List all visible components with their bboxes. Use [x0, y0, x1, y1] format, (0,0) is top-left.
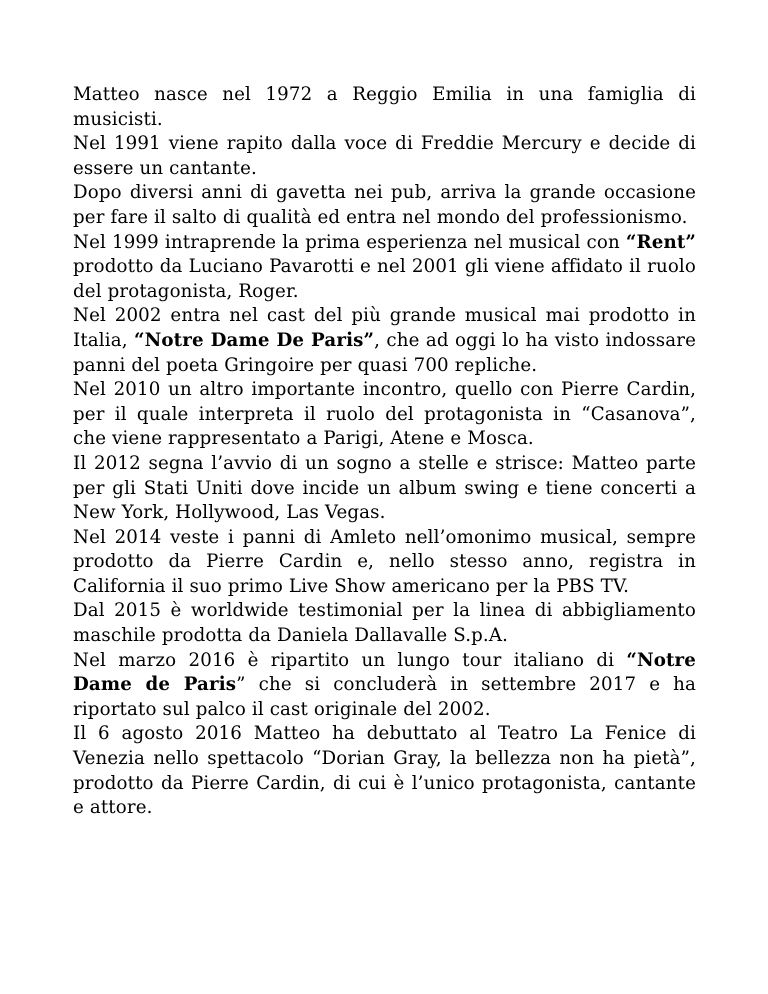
paragraph-testimonial: Dal 2015 è worldwide testimonial per la linea di abbigliamento maschile prodotta da Daniela Dallavalle S.p.A.	[73, 600, 696, 647]
paragraph-notre-dame-2002-text-a: Nel 2002 entra nel cast del più grande musical mai prodotto in Italia,	[73, 305, 696, 351]
paragraph-tour-2016-text-a: Nel marzo 2016 è ripartito un lungo tour italiano di	[73, 649, 627, 671]
rent-title: “Rent”	[625, 231, 696, 253]
paragraph-amleto: Nel 2014 veste i panni di Amleto nell’omonimo musical, sempre prodotto da Pierre Cardin e, nello stesso anno, registra in California il suo primo Live Show americano per la PBS TV.	[73, 526, 696, 597]
notre-dame-tour-title: “Notre Dame de Paris	[73, 649, 696, 696]
notre-dame-title: “Notre Dame De Paris”	[134, 329, 375, 351]
paragraph-casanova: Nel 2010 un altro importante incontro, quello con Pierre Cardin, per il quale interpreta il ruolo del protagonista in “Casanova”, che viene rappresentato a Parigi, Atene e Mosca.	[73, 379, 696, 450]
paragraph-notre-dame-2002-text-c: , che ad oggi lo ha visto indossare panni del poeta Gringoire per quasi 700 repliche.	[73, 329, 696, 376]
paragraph-usa: Il 2012 segna l’avvio di un sogno a stelle e strisce: Matteo parte per gli Stati Uniti dove incide un album swing e tiene concerti a New York, Hollywood, Las Vegas.	[73, 452, 696, 524]
paragraph-rent-text-c: prodotto da Luciano Pavarotti e nel 2001 gli viene affidato il ruolo del protagonista, Roger.	[73, 256, 696, 302]
paragraph-dorian-gray: Il 6 agosto 2016 Matteo ha debuttato al Teatro La Fenice di Venezia nello spettacolo “Dorian Gray, la bellezza non ha pietà”, prodotto da Pierre Cardin, di cui è l’unico protagonista, cantante e attore.	[73, 723, 696, 819]
document-body	[73, 83, 696, 821]
paragraph-career-start: Dopo diversi anni di gavetta nei pub, arriva la grande occasione per fare il salto di qualità ed entra nel mondo del professionismo.	[73, 182, 696, 228]
paragraph-1991: Nel 1991 viene rapito dalla voce di Freddie Mercury e decide di essere un cantante.	[73, 133, 696, 179]
paragraph-tour-2016	[73, 649, 696, 723]
paragraph-rent	[73, 231, 696, 305]
paragraph-birth: Matteo nasce nel 1972 a Reggio Emilia in una famiglia di musicisti.	[73, 84, 696, 130]
paragraph-rent-text-a: Nel 1999 intraprende la prima esperienza nel musical con	[73, 231, 626, 253]
paragraph-tour-2016-text-c: ” che si concluderà in settembre 2017 e ha riportato sul palco il cast originale del 2002.	[73, 674, 696, 720]
paragraph-notre-dame-2002	[73, 304, 696, 378]
